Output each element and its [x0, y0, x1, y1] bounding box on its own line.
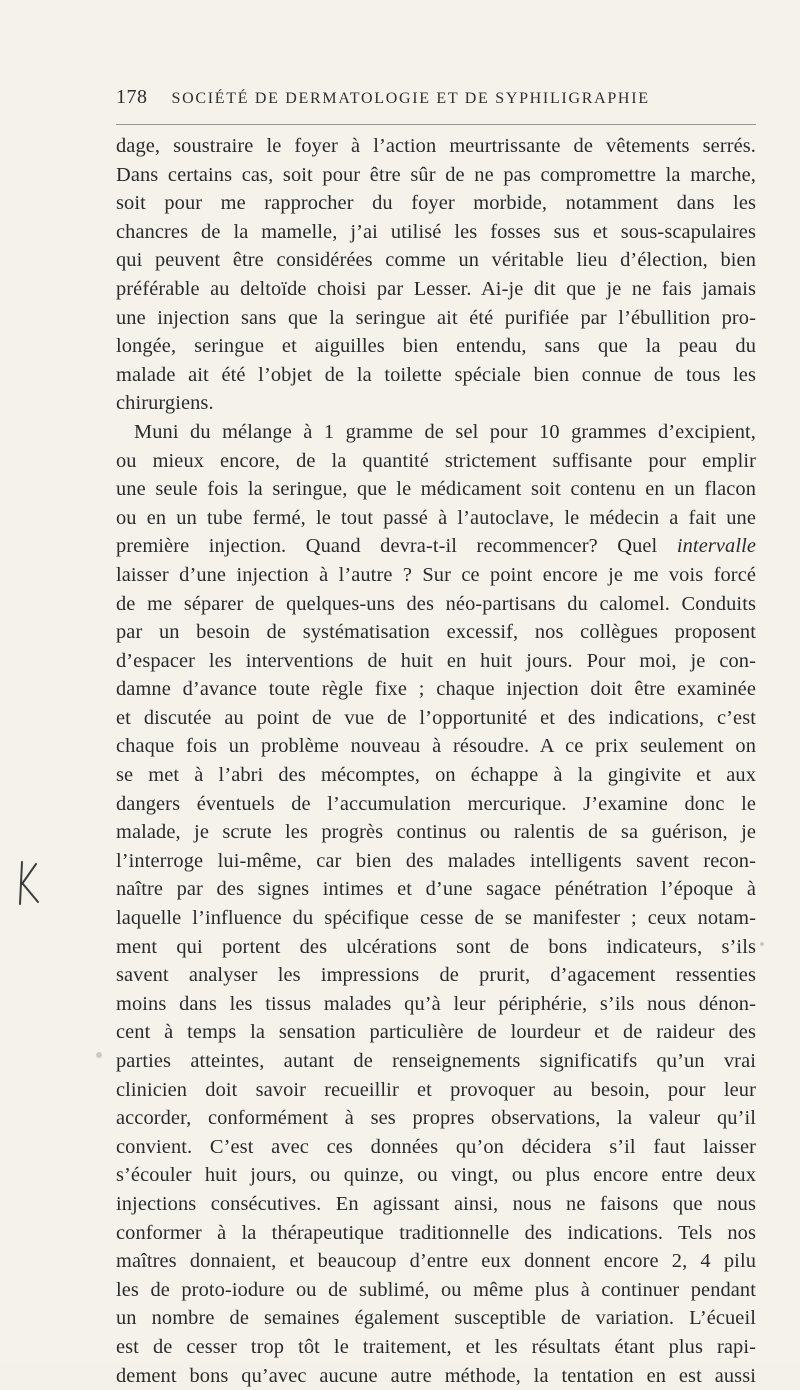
text-line: d’espacer les interventions de huit en huit jours. Pour moi, je con-: [116, 649, 756, 672]
text-line: malade, je scrute les progrès continus ou ralentis de sa guérison, je: [116, 821, 756, 844]
text-line: longée, seringue et aiguilles bien entendu, sans que la peau du: [116, 335, 756, 358]
text-line: ou mieux encore, de la quantité strictement suffisante pour emplir: [116, 449, 756, 472]
text-line: soit pour me rapprocher du foyer morbide, notamment dans les: [116, 192, 756, 215]
text-line: injections consécutives. En agissant ainsi, nous ne faisons que nous: [116, 1192, 756, 1215]
running-header: [116, 86, 756, 116]
text-line: savent analyser les impressions de prurit, d’agacement ressenties: [116, 964, 756, 987]
text-line: chaque fois un problème nouveau à résoudre. A ce prix seulement on: [116, 735, 756, 758]
text-line: s’écouler huit jours, ou quinze, ou vingt, ou plus encore entre deux: [116, 1164, 756, 1187]
text-line: se met à l’abri des mécomptes, on échappe à la gingivite et aux: [116, 764, 756, 787]
text-line: Dans certains cas, soit pour être sûr de ne pas compromettre la marche,: [116, 163, 756, 186]
text-line: dement bons qu’avec aucune autre méthode, la tentation en est aussi: [116, 1364, 756, 1387]
text-line-segment: première injection. Quand devra-t-il recommencer? Quel: [116, 535, 658, 558]
text-line: dangers éventuels de l’accumulation mercurique. J’examine donc le: [116, 792, 756, 815]
text-line: ou en un tube fermé, le tout passé à l’autoclave, le médecin a fait une: [116, 506, 756, 529]
text-line: malade ait été l’objet de la toilette spéciale bien connue de tous les: [116, 363, 756, 386]
handwritten-margin-mark: [8, 858, 44, 908]
text-line: un nombre de semaines également susceptible de variation. L’écueil: [116, 1307, 756, 1330]
paper-speck: [760, 942, 764, 946]
text-line: damne d’avance toute règle fixe ; chaque injection doit être examinée: [116, 678, 756, 701]
text-line: chirurgiens.: [116, 392, 214, 415]
text-line: cent à temps la sensation particulière de lourdeur et de raideur des: [116, 1021, 756, 1044]
text-line: ment qui portent des ulcérations sont de bons indicateurs, s’ils: [116, 935, 756, 958]
header-rule: [116, 124, 756, 125]
text-line: accorder, conformément à ses propres observations, la valeur qu’il: [116, 1107, 756, 1130]
text-line: Muni du mélange à 1 gramme de sel pour 10 grammes d’excipient,: [134, 420, 756, 443]
text-line: qui peuvent être considérées comme un véritable lieu d’élection, bien: [116, 249, 756, 272]
page-number: 178: [116, 86, 148, 108]
italic-word: intervalle: [676, 535, 757, 558]
text-line: et discutée au point de vue de l’opportunité et des indications, c’est: [116, 706, 756, 729]
text-line: est de cesser trop tôt le traitement, et les résultats étant plus rapi-: [116, 1335, 756, 1358]
text-line: parties atteintes, autant de renseignements significatifs qu’un vrai: [116, 1050, 756, 1072]
text-line: une seule fois la seringue, que le médicament soit contenu en un flacon: [116, 478, 756, 501]
text-line: naître par des signes intimes et d’une sagace pénétration l’époque à: [116, 878, 756, 901]
body-text: [116, 132, 756, 1390]
text-line: maîtres donnaient, et beaucoup d’entre eux donnent encore 2, 4 pilu: [116, 1250, 756, 1273]
text-line: chancres de la mamelle, j’ai utilisé les fosses sus et sous-scapulaires: [116, 220, 756, 243]
text-line: laquelle l’influence du spécifique cesse de se manifester ; ceux notam-: [116, 907, 756, 930]
text-line: clinicien doit savoir recueillir et provoquer au besoin, pour leur: [116, 1078, 756, 1101]
text-line: par un besoin de systématisation excessif, nos collègues proposent: [116, 621, 756, 644]
text-line: l’interroge lui-même, car bien des malades intelligents savent recon-: [116, 849, 756, 872]
text-line: de me séparer de quelques-uns des néo-partisans du calomel. Conduits: [116, 592, 756, 615]
text-line: conformer à la thérapeutique traditionnelle des indications. Tels nos: [116, 1221, 756, 1244]
text-line: préférable au deltoïde choisi par Lesser. Ai-je dit que je ne fais jamais: [116, 277, 756, 300]
running-title: SOCIÉTÉ DE DERMATOLOGIE ET DE SYPHILIGRAPHIE: [171, 90, 650, 107]
text-line: les de proto-iodure ou de sublimé, ou même plus à continuer pendant: [116, 1278, 756, 1301]
text-line-with-italic: [116, 532, 756, 561]
text-line: moins dans les tissus malades qu’à leur périphérie, s’ils nous dénon-: [116, 992, 756, 1015]
text-line: dage, soustraire le foyer à l’action meurtrissante de vêtements serrés.: [116, 135, 756, 157]
text-line: convient. C’est avec ces données qu’on décidera s’il faut laisser: [116, 1135, 756, 1158]
text-line: laisser d’une injection à l’autre ? Sur ce point encore je me vois forcé: [116, 563, 756, 586]
paper-speck: [96, 1052, 102, 1058]
text-line: une injection sans que la seringue ait été purifiée par l’ébullition pro-: [116, 306, 756, 329]
